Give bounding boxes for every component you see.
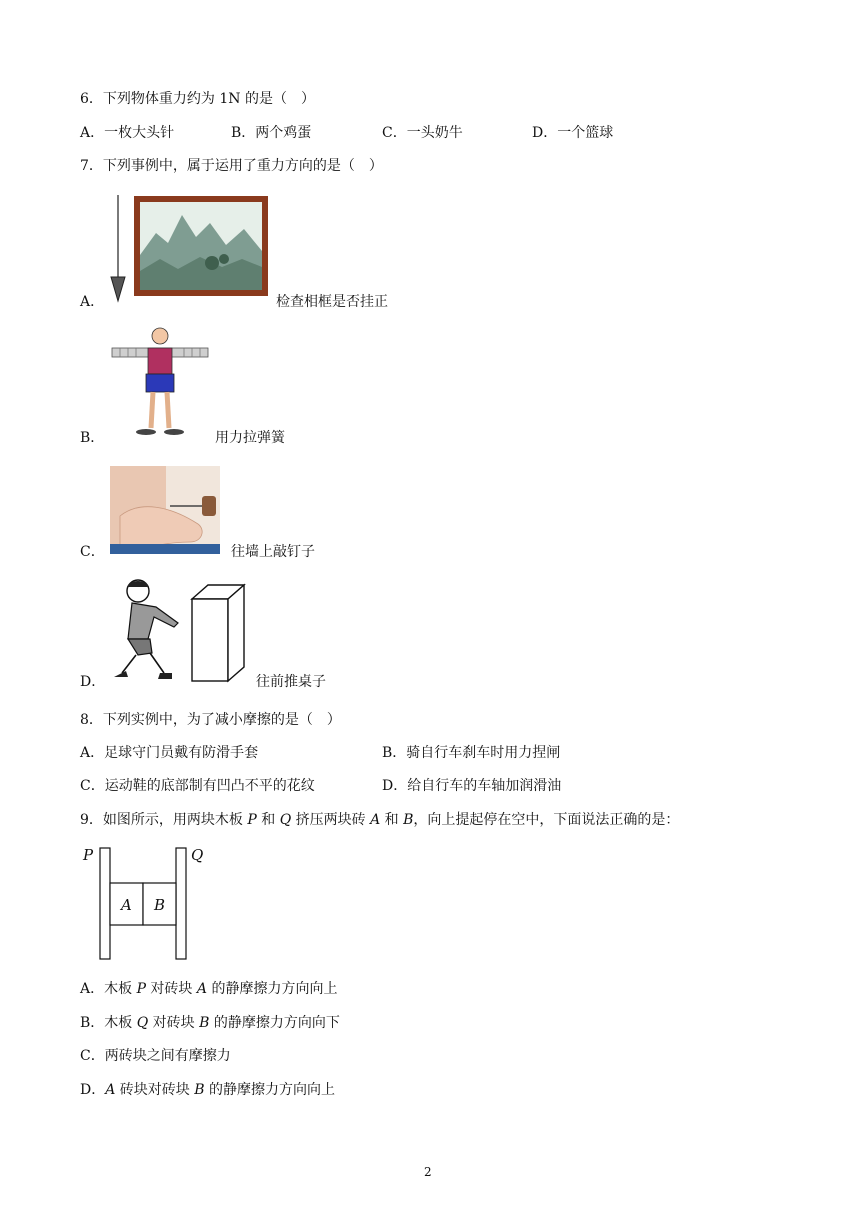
q7-option-b-letter: B． [80,430,105,446]
q7-option-b-caption: 用力拉弹簧 [215,430,285,446]
q7-option-d-letter: D． [80,674,106,690]
spring-exerciser-man-image [108,326,212,438]
page-number: 2 [424,1165,432,1179]
q7-option-d-caption: 往前推桌子 [256,674,326,690]
brick-a-label: A [121,896,132,914]
q6-option-a: A．一枚大头针 [80,125,175,141]
q7-option-a-caption: 检查相框是否挂正 [276,294,388,310]
q9-option-c: C．两砖块之间有摩擦力 [80,1048,231,1064]
brick-b-label: B [154,896,166,914]
boards-bricks-diagram [80,842,220,962]
nail-wall-image [110,466,220,554]
q9-stem: 9．如图所示，用两块木板 P 和 Q 挤压两块砖 A 和 B，向上提起停在空中，下面说法正确的是： [80,812,680,828]
q6-option-c: C．一头奶牛 [382,125,463,141]
board-p-label: P [83,846,94,864]
q9-option-b: B．木板 Q 对砖块 B 的静摩擦力方向向下 [80,1015,340,1031]
q7-option-a-letter: A． [80,294,105,310]
q9-option-d: D．A 砖块对砖块 B 的静摩擦力方向向上 [80,1082,336,1098]
boy-pushing-box-image [110,577,250,687]
q8-option-b: B．骑自行车刹车时用力捏闸 [382,745,561,761]
q8-option-c: C．运动鞋的底部制有凹凸不平的花纹 [80,778,315,794]
board-q-label: Q [191,846,204,864]
q8-stem: 8．下列实例中，为了减小摩擦的是（ ） [80,712,341,728]
q7-option-c-caption: 往墙上敲钉子 [231,544,315,560]
q8-option-d: D．给自行车的车轴加润滑油 [382,778,562,794]
q9-option-a: A．木板 P 对砖块 A 的静摩擦力方向向上 [80,981,338,997]
q6-option-b: B．两个鸡蛋 [231,125,312,141]
q6-stem: 6．下列物体重力约为 1N 的是（ ） [80,91,315,107]
plumb-line-picture-frame-image [104,193,272,303]
q8-option-a: A．足球守门员戴有防滑手套 [80,745,259,761]
q6-option-d: D．一个篮球 [532,125,614,141]
q7-option-c-letter: C． [80,544,105,560]
q7-stem: 7．下列事例中，属于运用了重力方向的是（ ） [80,158,383,174]
